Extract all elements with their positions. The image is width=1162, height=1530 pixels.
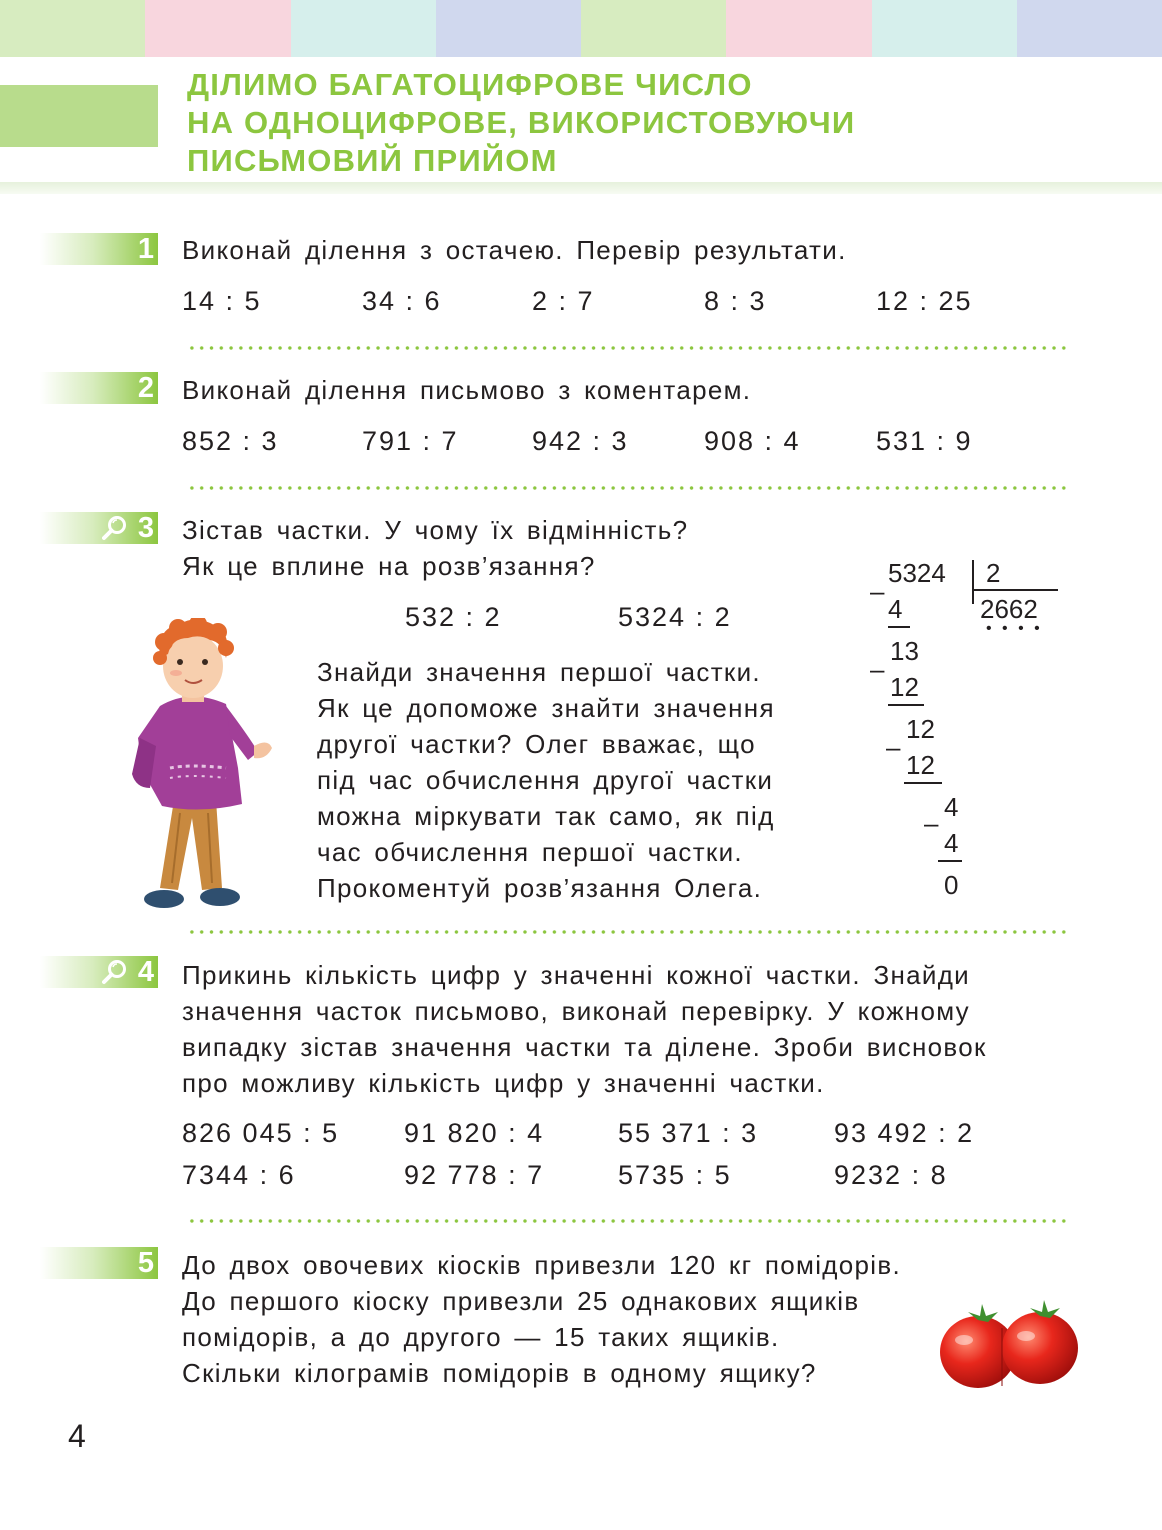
band-segment [872, 0, 1017, 57]
task-4-text: Прикинь кількість цифр у значенні кожної частки. Знайди [182, 960, 970, 990]
task-5-text: помідорів, а до другого — 15 таких ящиків. [182, 1322, 780, 1352]
task-3-expression: 532 : 2 [405, 602, 502, 632]
step-underline [888, 704, 924, 706]
task-1-expression: 14 : 5 [182, 286, 262, 316]
task-5-text: Скільки кілограмів помідорів в одному ящику? [182, 1358, 817, 1388]
band-segment [291, 0, 436, 57]
title-line: ДІЛИМО БАГАТОЦИФРОВЕ ЧИСЛО [187, 67, 753, 102]
division-step: 12 [906, 714, 935, 744]
tomatoes-illustration [938, 1298, 1084, 1394]
task-2-marker [40, 372, 158, 404]
band-segment [145, 0, 290, 57]
task-2-text: Виконай ділення письмово з коментарем. [182, 375, 752, 405]
division-step: 4 [944, 792, 959, 822]
task-4-expression: 5735 : 5 [618, 1160, 732, 1190]
division-vertical-line [972, 560, 974, 604]
task-4-expression: 7344 : 6 [182, 1160, 296, 1190]
task-2-expression: 531 : 9 [876, 426, 973, 456]
task-3-text: Як це вплине на розв’язання? [182, 551, 596, 581]
task-3-paragraph-line: під час обчислення другої частки [317, 765, 774, 795]
division-step: 4 [944, 828, 959, 858]
task-2-expression: 852 : 3 [182, 426, 279, 456]
quotient: 2662 [980, 594, 1038, 624]
division-step: 13 [890, 636, 919, 666]
task-2-expression: 791 : 7 [362, 426, 459, 456]
dividend: 5324 [888, 558, 946, 588]
band-segment [0, 0, 145, 57]
task-3-paragraph-line: другої частки? Олег вважає, що [317, 729, 756, 759]
task-4-expression: 9232 : 8 [834, 1160, 948, 1190]
task-3-paragraph-line: можна міркувати так само, як під [317, 801, 775, 831]
boy-illustration [130, 618, 280, 914]
division-horizontal-line [972, 589, 1058, 591]
band-segment [726, 0, 871, 57]
task-2-expression: 908 : 4 [704, 426, 801, 456]
task-1-expression: 2 : 7 [532, 286, 595, 316]
page-number: 4 [68, 1418, 86, 1454]
minus-sign: – [870, 654, 885, 684]
task-4-text: значення часток письмово, виконай перевірку. У кожному [182, 996, 970, 1026]
dotted-divider [187, 930, 1069, 934]
task-3-paragraph-line: Прокоментуй розв’язання Олега. [317, 873, 763, 903]
task-5-text: До першого кіоску привезли 25 однакових ящиків [182, 1286, 860, 1316]
task-number: 5 [137, 1247, 154, 1279]
task-2-expression: 942 : 3 [532, 426, 629, 456]
title-accent-bar [0, 85, 158, 147]
task-1-expression: 12 : 25 [876, 286, 973, 316]
task-number: 4 [137, 956, 154, 988]
task-4-marker [40, 956, 158, 988]
task-4-expression: 93 492 : 2 [834, 1118, 975, 1148]
step-underline [904, 782, 942, 784]
task-4-text: випадку зістав значення частки та ділене. Зроби висновок [182, 1032, 987, 1062]
task-number: 1 [137, 233, 154, 265]
task-1-text: Виконай ділення з остачею. Перевір результати. [182, 235, 847, 265]
task-4-expression: 91 820 : 4 [404, 1118, 545, 1148]
band-segment [581, 0, 726, 57]
dotted-divider [187, 1219, 1069, 1223]
step-underline [938, 860, 962, 862]
task-1-expression: 8 : 3 [704, 286, 767, 316]
minus-sign: – [924, 808, 939, 838]
task-3-paragraph-line: Знайди значення першої частки. [317, 657, 761, 687]
quotient-marks: • • • • [986, 620, 1043, 637]
task-3-paragraph-line: Як це допоможе знайти значення [317, 693, 775, 723]
task-4-expression: 55 371 : 3 [618, 1118, 759, 1148]
header-color-band [0, 0, 1162, 57]
task-1-expression: 34 : 6 [362, 286, 442, 316]
task-4-text: про можливу кількість цифр у значенні частки. [182, 1068, 825, 1098]
title-line: НА ОДНОЦИФРОВЕ, ВИКОРИСТОВУЮЧИ [187, 105, 856, 140]
step-underline [888, 626, 910, 628]
dotted-divider [187, 486, 1069, 490]
division-step: 12 [890, 672, 919, 702]
task-3-marker [40, 512, 158, 544]
task-5-marker [40, 1247, 158, 1279]
title-line: ПИСЬМОВИЙ ПРИЙОМ [187, 143, 558, 178]
task-3-text: Зістав частки. У чому їх відмінність? [182, 515, 689, 545]
task-1-marker [40, 233, 158, 265]
dotted-divider [187, 346, 1069, 350]
task-3-paragraph-line: час обчислення першої частки. [317, 837, 743, 867]
task-4-expression: 92 778 : 7 [404, 1160, 545, 1190]
remainder: 0 [944, 870, 959, 900]
task-number: 3 [137, 512, 154, 544]
task-3-expression: 5324 : 2 [618, 602, 732, 632]
task-5-text: До двох овочевих кіосків привезли 120 кг помідорів. [182, 1250, 901, 1280]
task-4-expression: 826 045 : 5 [182, 1118, 340, 1148]
page-title [187, 66, 855, 180]
band-segment [1017, 0, 1162, 57]
title-divider [0, 182, 1162, 194]
division-step: 12 [906, 750, 935, 780]
minus-sign: – [886, 732, 901, 762]
divisor: 2 [986, 558, 1001, 588]
task-number: 2 [137, 372, 154, 404]
minus-sign: – [870, 576, 885, 606]
magnifier-icon [102, 959, 128, 985]
magnifier-icon [102, 515, 128, 541]
band-segment [436, 0, 581, 57]
division-step: 4 [888, 594, 903, 624]
